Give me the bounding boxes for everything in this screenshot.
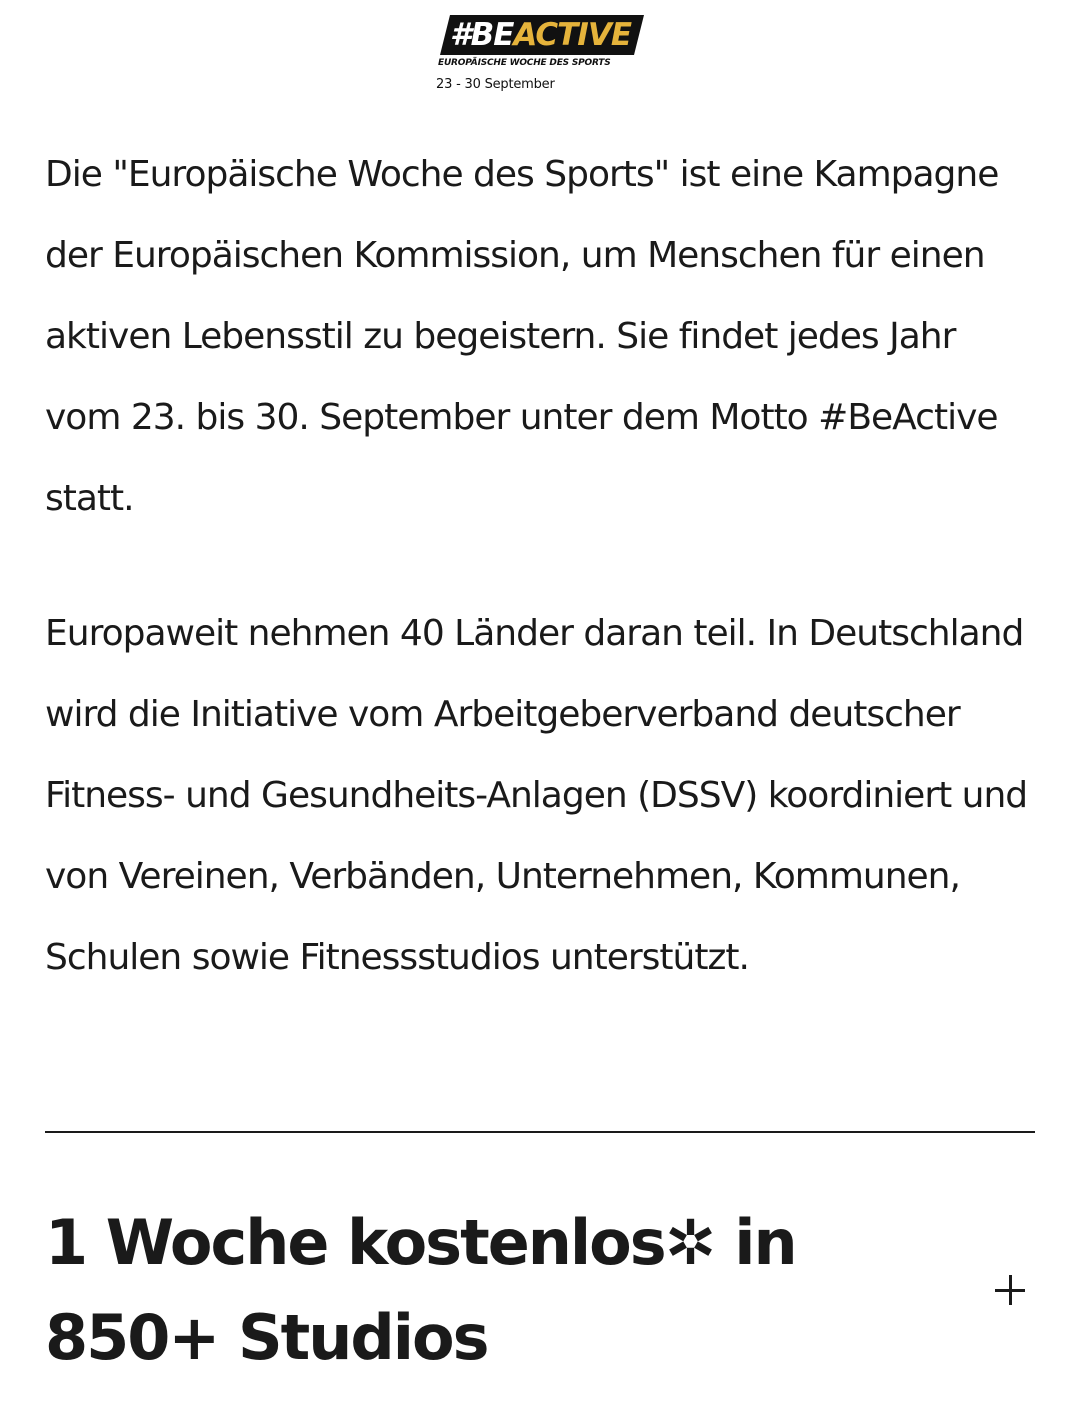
free-week-accordion-header[interactable]	[45, 1195, 1035, 1395]
paragraph: Die "Europäische Woche des Sports" ist eine Kampagne der Europäischen Kommission, um Menschen für einen aktiven Lebensstil zu begeistern. Sie findet jedes Jahr vom 23. bis 30. September unter dem Motto #BeActive statt.	[45, 154, 999, 519]
logo-hash-be: #BE	[450, 17, 514, 53]
logo-subtitle: EUROPÄISCHE WOCHE DES SPORTS	[438, 58, 611, 68]
accordion-title	[45, 1195, 925, 1385]
plus-icon[interactable]	[995, 1275, 1025, 1305]
logo-wordmark	[450, 16, 631, 54]
logo-active: ACTIVE	[513, 17, 632, 53]
accordion-title-line-2: 850+ Studios	[45, 1301, 488, 1374]
paragraph: Europaweit nehmen 40 Länder daran teil. In Deutschland wird die Initiative vom Arbeitgeberverband deutscher Fitness- und Gesundheits-Anlagen (DSSV) koordiniert und von Vereinen, Verbänden, Unternehmen, Kommunen, Schulen sowie Fitnessstudios unterstützt.	[45, 613, 1028, 978]
logo-date: 23 - 30 September	[436, 77, 555, 92]
intro-text	[45, 134, 1035, 998]
beactive-logo	[436, 14, 648, 98]
accordion-title-line-1: 1 Woche kostenlos✲ in	[45, 1206, 796, 1279]
divider	[45, 1131, 1035, 1133]
